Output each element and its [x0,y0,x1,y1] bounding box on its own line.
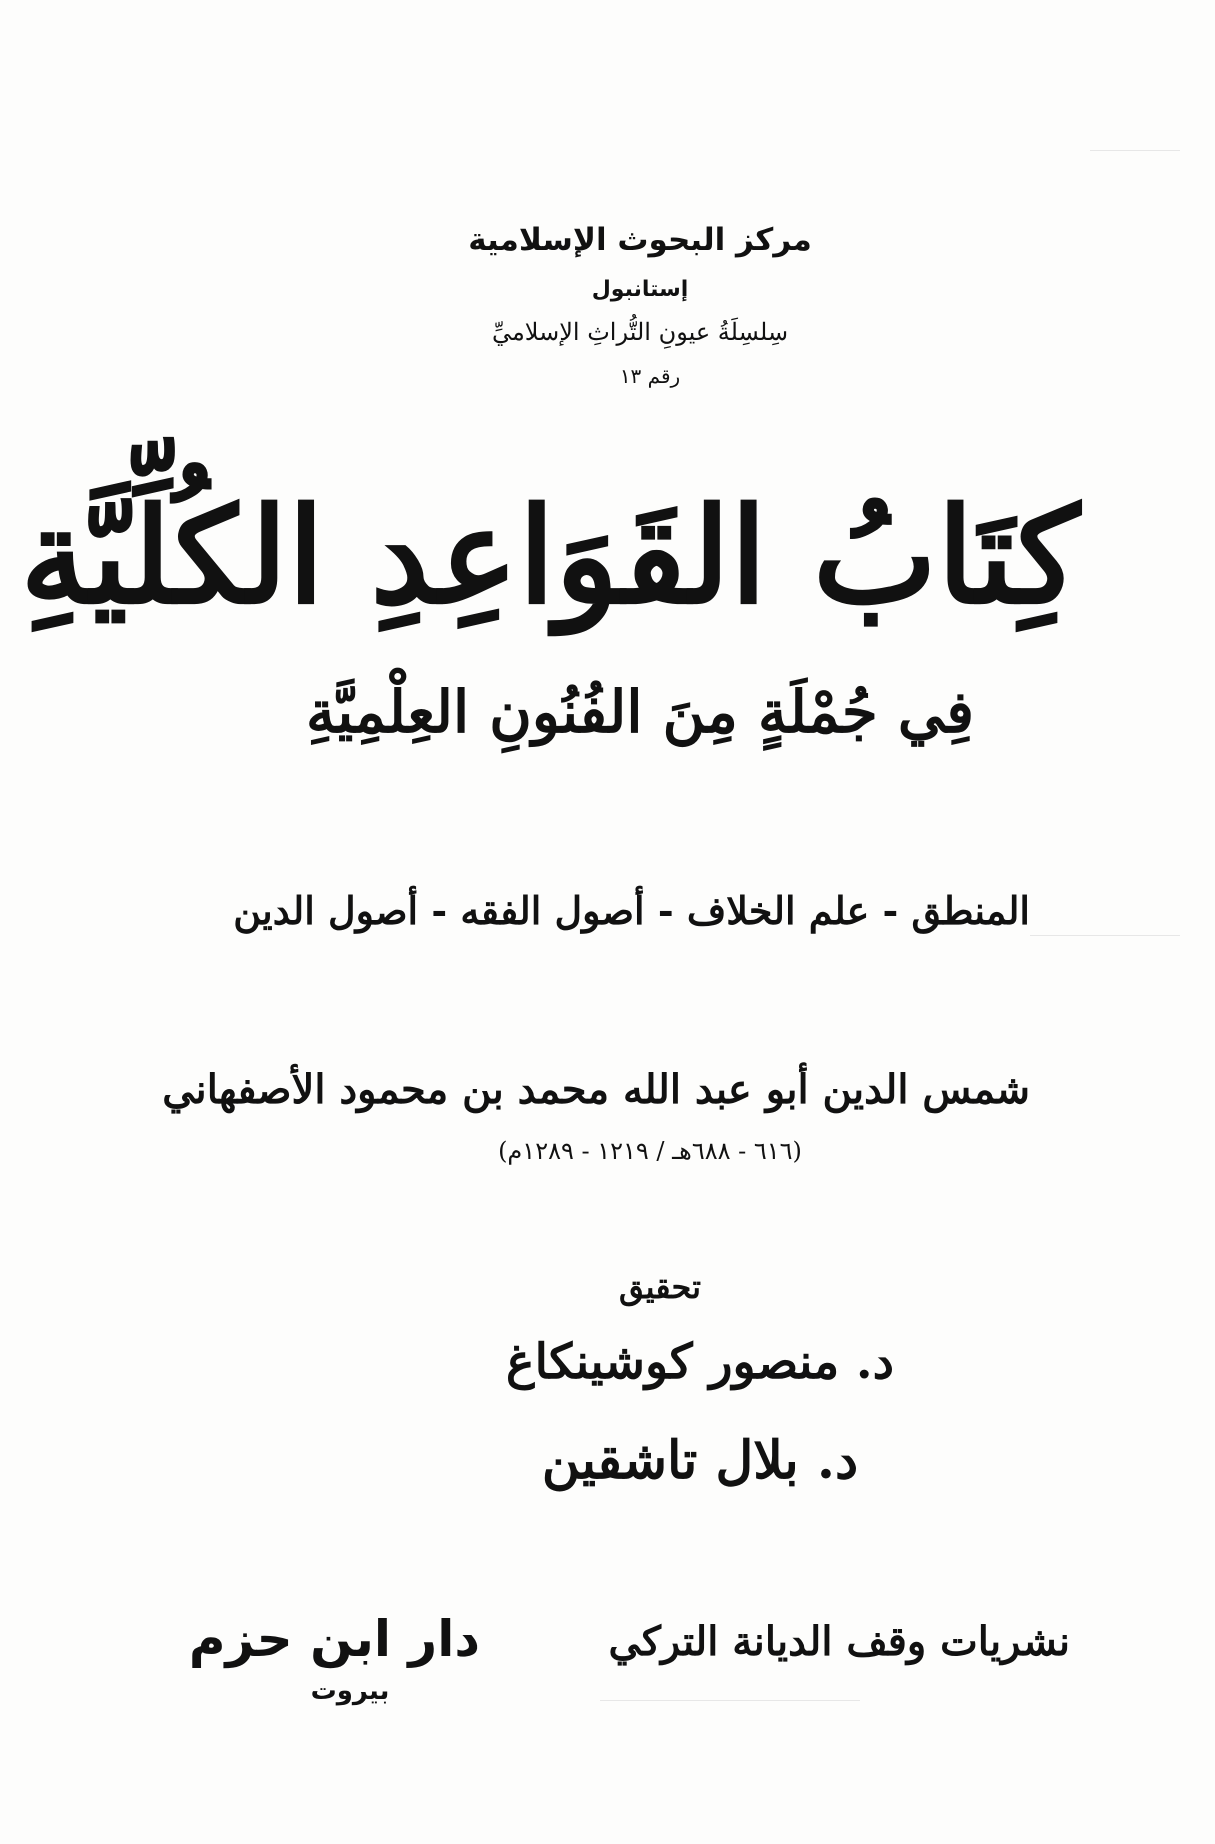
scan-artifact [1030,935,1180,936]
editors-label: تحقيق [618,1268,702,1306]
author-name: شمس الدين أبو عبد الله محمد بن محمود الأصفهاني [162,1066,1030,1113]
publisher-city: إستانبول [591,277,689,302]
series-title: سِلسِلَةُ عيونِ التُّراثِ الإسلاميِّ [491,318,789,346]
disciplines-line: المنطق - علم الخلاف - أصول الفقه - أصول الدين [233,888,1030,933]
editor-name: د. بلال تاشقين [541,1430,859,1491]
scan-artifact [600,1700,860,1701]
author-dates: (٦١٦ - ٦٨٨هـ / ١٢١٩ - ١٢٨٩م) [498,1137,802,1165]
series-number: رقم ١٣ [619,364,681,388]
book-title: كِتَابُ القَوَاعِدِ الكُلِّيَّةِ [20,479,1080,634]
editor-name: د. منصور كوشينكاغ [506,1334,894,1390]
co-publisher-name: نشريات وقف الديانة التركي [608,1618,1070,1665]
publisher-logo-city: بيروت [310,1676,390,1706]
scan-artifact [1090,150,1180,151]
publisher-center-name: مركز البحوث الإسلامية [468,222,812,258]
publisher-logo-text: دار ابن حزم [188,1610,480,1668]
book-subtitle: فِي جُمْلَةٍ مِنَ الفُنُونِ العِلْمِيَّةِ [305,678,975,746]
